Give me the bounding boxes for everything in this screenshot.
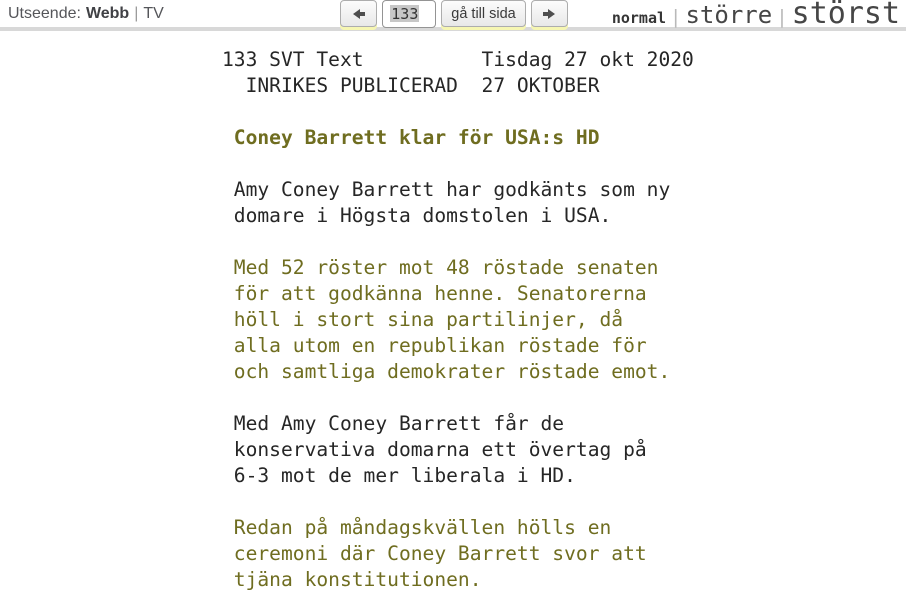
teletext-page: [0, 31, 906, 593]
prev-page-button[interactable]: [340, 0, 377, 27]
teletext-line: och samtliga demokrater röstade emot.: [222, 360, 671, 383]
teletext-line: 6-3 mot de mer liberala i HD.: [222, 464, 576, 487]
teletext-line: [222, 151, 906, 177]
main-content: [0, 31, 906, 593]
teletext-line: Med Amy Coney Barrett får de: [222, 412, 565, 435]
separator: |: [670, 6, 682, 28]
teletext-line: för att godkänna henne. Senatorerna: [222, 282, 647, 305]
arrow-left-icon: [352, 8, 366, 20]
teletext-line: höll i stort sina partilinjer, då: [222, 308, 624, 331]
teletext-line: 133 SVT Text Tisdag 27 okt 2020: [222, 48, 694, 71]
teletext-line: alla utom en republikan röstade för: [222, 334, 647, 357]
teletext-line: Redan på måndagskvällen hölls en: [222, 516, 612, 539]
teletext-line: [222, 229, 906, 255]
next-page-button[interactable]: [531, 0, 568, 27]
page-navigation: [340, 0, 567, 28]
teletext-line: Med 52 röster mot 48 röstade senaten: [222, 256, 659, 279]
page-number-input[interactable]: [382, 0, 436, 28]
teletext-line: tjäna konstitutionen.: [222, 568, 482, 591]
appearance-option-webb[interactable]: Webb: [85, 4, 130, 22]
arrow-right-icon: [542, 8, 556, 20]
toolbar: [0, 0, 906, 31]
goto-page-button[interactable]: gå till sida: [441, 0, 525, 27]
text-size-option-storre[interactable]: större: [685, 1, 773, 29]
separator: |: [134, 4, 139, 22]
appearance-option-tv[interactable]: TV: [143, 4, 164, 22]
teletext-line: [222, 385, 906, 411]
teletext-line: domare i Högsta domstolen i USA.: [222, 204, 612, 227]
teletext-line: [222, 489, 906, 515]
appearance-switcher: [8, 5, 340, 23]
text-size-switcher: [568, 0, 900, 31]
teletext-line: INRIKES PUBLICERAD 27 OKTOBER: [222, 74, 600, 97]
text-size-option-storst[interactable]: störst: [791, 0, 901, 31]
teletext-line: ceremoni där Coney Barrett svor att: [222, 542, 647, 565]
teletext-line: Amy Coney Barrett har godkänts som ny: [222, 178, 671, 201]
teletext-line: Coney Barrett klar för USA:s HD: [222, 126, 600, 149]
text-size-option-normal[interactable]: normal: [611, 9, 667, 27]
teletext-line: [222, 99, 906, 125]
teletext-line: konservativa domarna ett övertag på: [222, 438, 647, 461]
separator: |: [776, 6, 788, 28]
appearance-label: Utseende:: [8, 4, 81, 22]
